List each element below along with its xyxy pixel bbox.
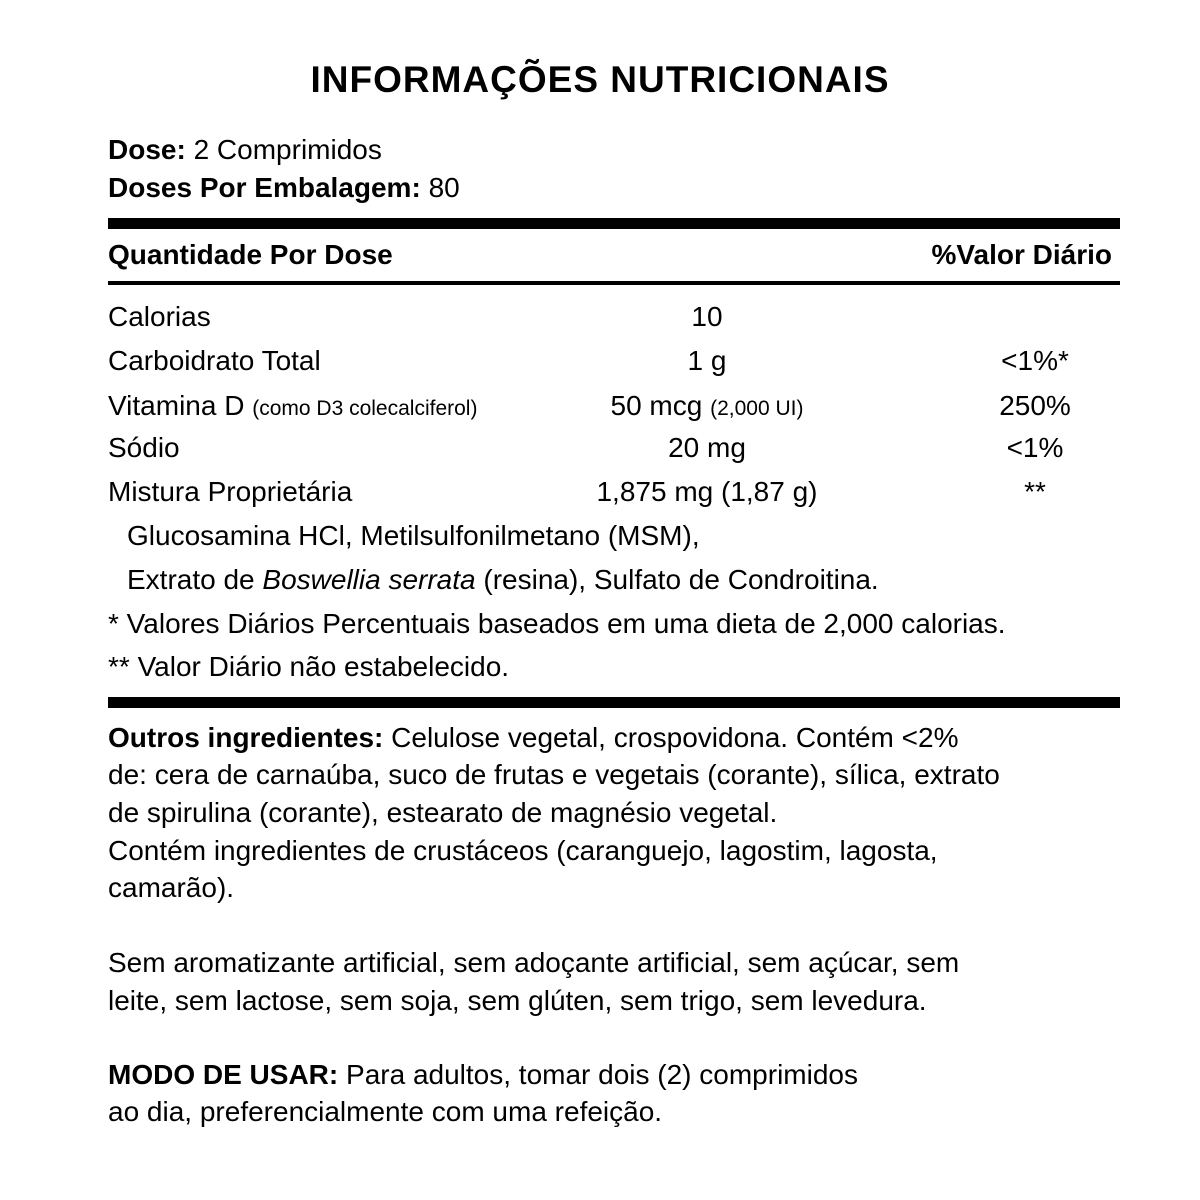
table-row-amount: 1 g xyxy=(687,345,727,376)
divider-thin xyxy=(108,281,1120,285)
dose-line xyxy=(108,133,382,167)
table-row-name-line xyxy=(108,389,477,426)
other-ingredients-line-1 xyxy=(108,721,958,755)
usage-label: MODO DE USAR: xyxy=(108,1059,339,1090)
table-row-amount-line xyxy=(560,389,854,426)
table-header-daily-value: %Valor Diário xyxy=(931,239,1112,270)
table-row-amount: 50 mcg xyxy=(610,390,703,421)
other-ingredients-line-3: de spirulina (corante), estearato de magnésio vegetal. xyxy=(108,797,778,828)
table-row-name: Vitamina D xyxy=(108,390,245,421)
doses-per-pack-value: 80 xyxy=(428,172,460,203)
doses-per-pack-label: Doses Por Embalagem: xyxy=(108,172,421,203)
blend-ingredients-line-1: Glucosamina HCl, Metilsulfonilmetano (MSM), xyxy=(127,520,700,551)
table-row-amount: 1,875 mg (1,87 g) xyxy=(596,476,818,507)
free-from-line-2: leite, sem lactose, sem soja, sem glúten, sem trigo, sem levedura. xyxy=(108,985,927,1016)
allergen-line-1: Contém ingredientes de crustáceos (caranguejo, lagostim, lagosta, xyxy=(108,835,938,866)
blend-ingredients-line-2 xyxy=(127,563,879,597)
table-row-dv: 250% xyxy=(999,390,1071,421)
table-row-amount: 10 xyxy=(691,301,723,332)
blend-italic-name: Boswellia serrata xyxy=(262,564,476,595)
table-row-name-note: (como D3 colecalciferol) xyxy=(252,397,478,420)
table-header-amount: Quantidade Por Dose xyxy=(108,239,393,270)
footnote-daily-values: * Valores Diários Percentuais baseados em uma dieta de 2,000 calorias. xyxy=(108,608,1006,639)
divider-thick-bottom xyxy=(108,697,1120,708)
table-row-name: Mistura Proprietária xyxy=(108,476,353,507)
table-row-name: Sódio xyxy=(108,432,180,463)
usage-text: Para adultos, tomar dois (2) comprimidos xyxy=(346,1059,858,1090)
table-row-dv: <1% xyxy=(1006,432,1064,463)
dose-label: Dose: xyxy=(108,134,186,165)
table-row-amount-note: (2,000 UI) xyxy=(710,397,804,420)
usage-line-1 xyxy=(108,1058,858,1092)
table-row-name: Carboidrato Total xyxy=(108,345,321,376)
allergen-line-2: camarão). xyxy=(108,872,235,903)
divider-thick-top xyxy=(108,218,1120,229)
page-title: INFORMAÇÕES NUTRICIONAIS xyxy=(310,59,890,100)
dose-value: 2 Comprimidos xyxy=(193,134,382,165)
usage-line-2: ao dia, preferencialmente com uma refeição. xyxy=(108,1096,663,1127)
blend-text: Extrato de xyxy=(127,564,263,595)
footnote-not-established: ** Valor Diário não estabelecido. xyxy=(108,651,510,682)
free-from-line-1: Sem aromatizante artificial, sem adoçante artificial, sem açúcar, sem xyxy=(108,947,960,978)
doses-per-pack-line xyxy=(108,171,460,205)
blend-text: (resina), Sulfato de Condroitina. xyxy=(475,564,879,595)
table-row-dv: <1%* xyxy=(1001,345,1069,376)
table-row-name: Calorias xyxy=(108,301,211,332)
table-row-amount: 20 mg xyxy=(668,432,746,463)
other-ingredients-label: Outros ingredientes: xyxy=(108,722,384,753)
table-row-dv: ** xyxy=(1024,476,1046,507)
other-ingredients-line-2: de: cera de carnaúba, suco de frutas e vegetais (corante), sílica, extrato xyxy=(108,759,1000,790)
other-ingredients-text: Celulose vegetal, crospovidona. Contém <2% xyxy=(391,722,959,753)
